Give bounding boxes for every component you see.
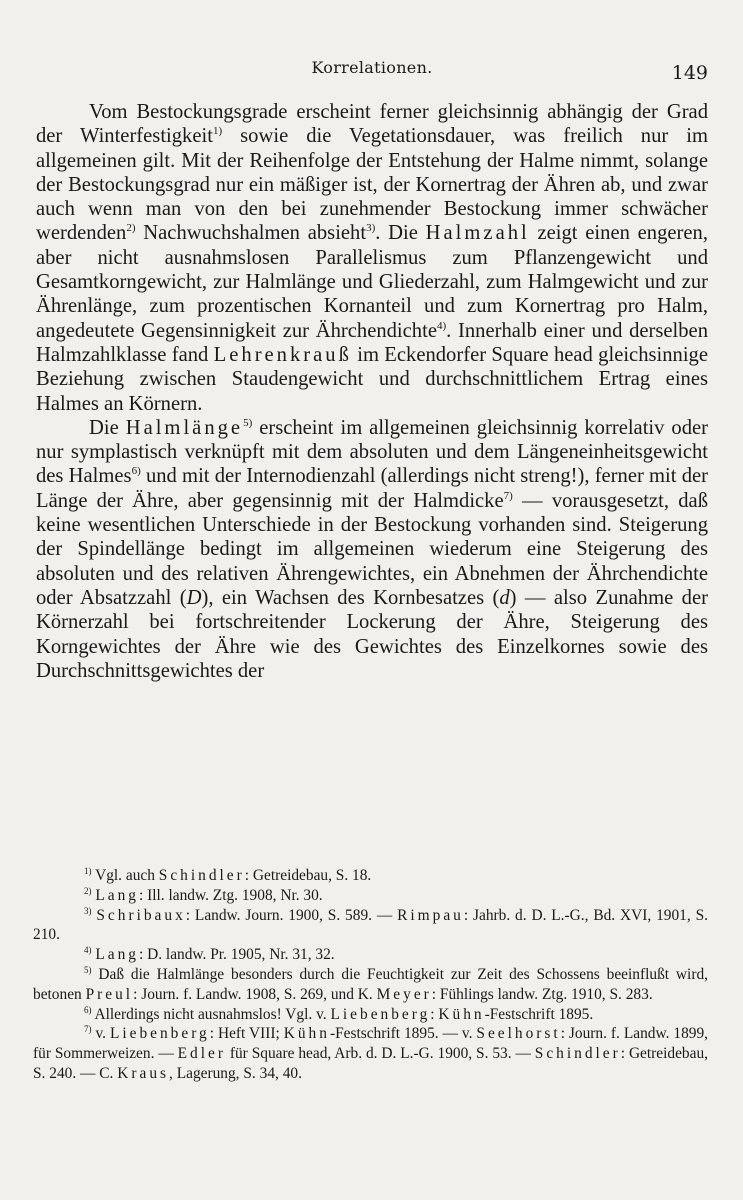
author-name: Rimpau <box>397 906 464 924</box>
text-run: und mit der Internodienzahl (allerdings nicht streng!), ferner mit der Länge der Ähre, aber gegensinnig mit der Halmdicke <box>36 465 709 512</box>
spaced-term: Halmlänge <box>125 416 244 439</box>
text-run: zeigt einen engeren, aber nicht ausnahmslosen Parallelismus zum Pflanzengewicht und Gesamtkorngewicht, zur Halmlänge und Gliederzahl, zum Halmgewicht und zur Ährenlänge, zum prozentischen Kornanteil und zum Kornertrag pro Halm, angedeutete Gegensinnigkeit zur Ährchendichte <box>36 222 708 342</box>
footnote <box>33 1024 708 1083</box>
text-run: : Getreidebau, S. 240. — C. <box>33 1045 708 1082</box>
footnote-ref: 2) <box>126 222 136 235</box>
text-run: Die <box>89 416 126 439</box>
body-text <box>36 100 708 683</box>
author-name: Kühn <box>283 1025 330 1043</box>
text-run: Nachwuchshalmen absieht <box>135 222 367 245</box>
text-run: im Eckendorfer Square head gleichsinnige Beziehung zwischen Staudengewicht und durchschnittlichem Ertrag eines Halmes an Körnern. <box>36 343 708 415</box>
spaced-term: Halmzahl <box>425 222 530 245</box>
text-run: : Jahrb. d. D. L.-G., Bd. XVI, 1901, S. 210. <box>33 906 708 944</box>
footnote-ref: 4) <box>436 319 447 332</box>
text-run: -Festschrift 1895. <box>484 1005 594 1023</box>
footnote <box>33 965 708 1005</box>
text-run: Vgl. auch <box>95 867 159 884</box>
footnote-marker: 7) <box>84 1024 92 1035</box>
footnote <box>33 866 708 886</box>
text-run: ) — also Zunahme der Körnerzahl bei fortschreitender Lockerung der Ähre, Steigerung des Korngewichtes der Ähre wie des Gewichtes des Einzelkornes sowie des Durchschnittsgewichtes der <box>36 586 708 682</box>
author-name: Schindler <box>534 1045 621 1063</box>
page-header <box>36 58 708 86</box>
author-name: Liebenberg <box>109 1025 210 1043</box>
text-run: : Getreidebau, S. 18. <box>244 867 372 884</box>
author-name: Seelhorst <box>476 1025 561 1043</box>
text-run: Vom Bestockungsgrade erscheint ferner gleichsinnig abhängig der Grad der Winterfestigkeit <box>36 101 708 148</box>
text-run: Allerdings nicht ausnahmslos! Vgl. v. <box>94 1005 331 1023</box>
footnotes <box>33 866 708 1084</box>
footnote-marker: 1) <box>84 865 92 876</box>
text-run: ), ein Wachsen des Kornbesatzes ( <box>201 586 500 609</box>
text-run: für Square head, Arb. d. D. L.-G. 1900, S. 53. — <box>225 1045 535 1063</box>
text-run: erscheint im allgemeinen gleichsinnig korrelativ oder nur symplastisch verknüpft mit dem absoluten und dem Längeneinheitsgewicht des Halmes <box>36 416 708 488</box>
footnote-marker: 4) <box>84 945 92 956</box>
text-run: . Innerhalb einer und derselben Halmzahlklasse fand <box>36 319 708 366</box>
footnote-marker: 6) <box>84 1004 92 1015</box>
text-run: : Ill. landw. Ztg. 1908, Nr. 30. <box>138 886 323 904</box>
italic-symbol: d <box>499 586 510 609</box>
text-run: : Journ. f. Landw. 1899, für Sommerweizen. — <box>33 1025 708 1063</box>
author-name: Kühn <box>438 1005 485 1023</box>
text-run: v. <box>95 1025 110 1043</box>
text-run: . Die <box>375 222 426 245</box>
author-name: Edler <box>177 1045 226 1063</box>
italic-symbol: D <box>186 586 202 609</box>
footnote-ref: 5) <box>243 417 253 429</box>
footnote-ref: 7) <box>503 489 513 502</box>
text-run: Daß die Halmlänge besonders durch die Feuchtigkeit zur Zeit des Schossens beeinflußt wird, betonen <box>33 965 708 1003</box>
footnote-marker: 3) <box>84 905 92 916</box>
paragraph <box>36 100 708 416</box>
author-name: Lehrenkrauß <box>213 343 352 366</box>
footnote <box>33 945 708 965</box>
footnote-ref: 3) <box>366 222 376 235</box>
text-run: sowie die Vegetationsdauer, was freilich nur im allgemeinen gilt. Mit der Reihenfolge der Entstehung der Halme nimmt, solange der Bestockungsgrad nur ein mäßiger ist, der Kornertrag der Ähren ab, und zwar auch wenn man von den bei zunehmender Bestockung immer schwächer werdenden <box>36 125 709 245</box>
author-name: Schribaux <box>96 906 186 924</box>
footnote <box>33 1005 708 1025</box>
text-run: : <box>430 1005 439 1023</box>
running-title: Korrelationen. <box>311 58 433 77</box>
author-name: Meyer <box>376 985 432 1003</box>
author-name: Lang <box>95 886 139 904</box>
text-run: : Fühlings landw. Ztg. 1910, S. 283. <box>431 985 653 1003</box>
author-name: Schindler <box>158 867 245 884</box>
author-name: Preul <box>85 985 134 1003</box>
author-name: Kraus <box>117 1064 170 1082</box>
text-run: : Journ. f. Landw. 1908, S. 269, und K. <box>133 985 377 1003</box>
footnote-marker: 5) <box>84 964 92 975</box>
author-name: Lang <box>95 946 139 964</box>
text-run: , Lagerung, S. 34, 40. <box>169 1064 302 1082</box>
footnote <box>33 906 708 946</box>
text-run: : Heft VIII; <box>209 1025 284 1043</box>
author-name: Liebenberg <box>330 1005 431 1023</box>
text-run: : D. landw. Pr. 1905, Nr. 31, 32. <box>138 946 335 964</box>
page-number: 149 <box>671 62 708 84</box>
footnote <box>33 886 708 906</box>
paragraph <box>36 416 708 683</box>
footnote-ref: 6) <box>131 465 141 478</box>
text-run: : Landw. Journ. 1900, S. 589. — <box>185 906 398 924</box>
footnote-ref: 1) <box>212 125 223 138</box>
text-run: -Festschrift 1895. — v. <box>329 1025 477 1043</box>
footnote-marker: 2) <box>84 885 92 896</box>
text-run: — vorausgesetzt, daß keine wesentlichen Unterschiede in der Bestockung vorhanden sind. Steigerung der Spindellänge bedingt im allgemeinen wiederum eine Steigerung des absoluten und des relativen Ährengewichtes, ein Abnehmen der Ährchendichte oder Absatzzahl ( <box>36 489 708 609</box>
